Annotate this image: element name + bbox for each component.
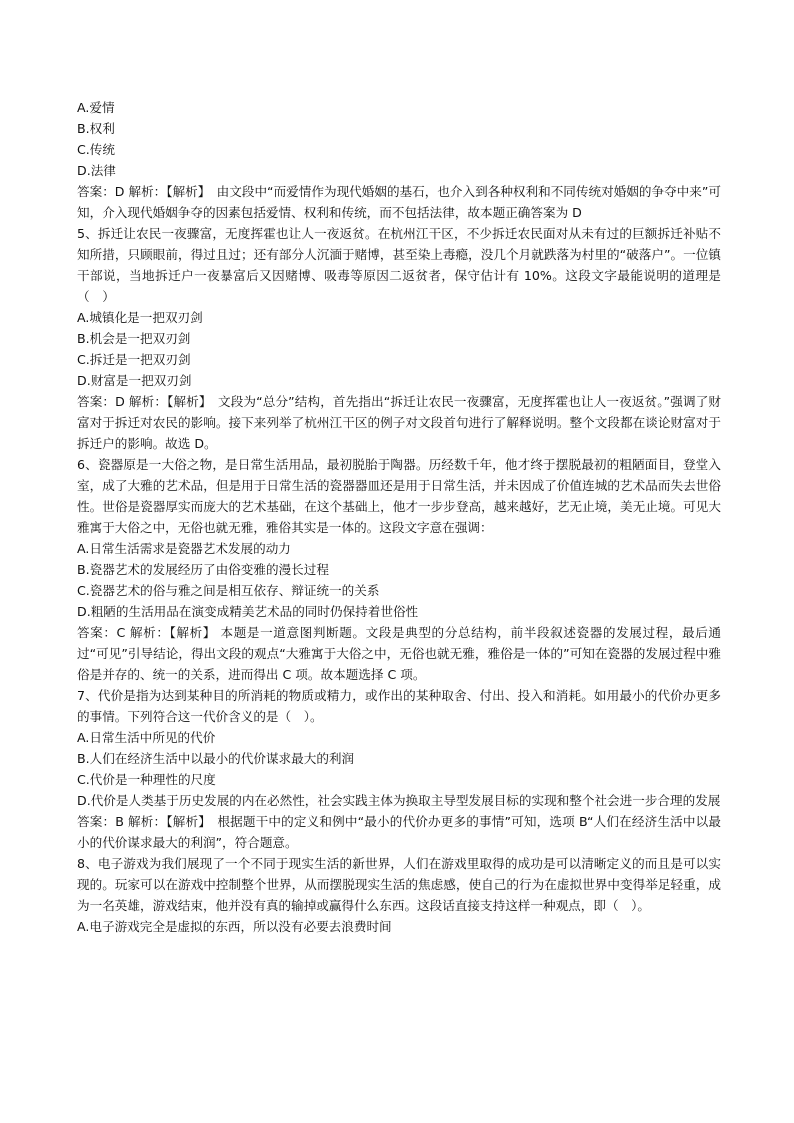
question-6-block xyxy=(77,454,721,685)
answer-explanation: 答案：D 解析：【解析】 由文段中“而爱情作为现代婚姻的基石，也介入到各种权利和不同传统对婚姻的争夺中来”可知，介入现代婚姻争夺的因素包括爱情、权利和传统，而不包括法律，故本题正确答案为 D xyxy=(77,184,721,220)
option-b: B.瓷器艺术的发展经历了由俗变雅的漫长过程 xyxy=(77,562,329,577)
question-stem: 7、代价是指为达到某种目的所消耗的物质或精力，或作出的某种取舍、付出、投入和消耗。如用最小的代价办更多的事情。下列符合这一代价含义的是（ ）。 xyxy=(77,688,721,724)
option-a: A.日常生活中所见的代价 xyxy=(77,730,216,745)
answer-explanation: 答案：B 解析：【解析】 根据题干中的定义和例中“最小的代价办更多的事情”可知，选项 B“人们在经济生活中以最小的代价谋求最大的利润”，符合题意。 xyxy=(77,814,721,850)
question-5-block xyxy=(77,223,721,454)
option-b: B.权利 xyxy=(77,121,115,136)
option-d: D.代价是人类基于历史发展的内在必然性，社会实践主体为换取主导型发展目标的实现和整个社会进一步合理的发展 xyxy=(77,793,721,808)
answer-explanation: 答案：D 解析：【解析】 文段为“总分”结构，首先指出“拆迁让农民一夜骤富，无度挥霍也让人一夜返贫。”强调了财富对于拆迁对农民的影响。接下来列举了杭州江干区的例子对文段首句进行了解释说明。整个文段都在谈论财富对于拆迁户的影响。故选 D。 xyxy=(77,394,721,451)
option-c: C.传统 xyxy=(77,142,115,157)
question-stem: 8、电子游戏为我们展现了一个不同于现实生活的新世界，人们在游戏里取得的成功是可以清晰定义的而且是可以实现的。玩家可以在游戏中控制整个世界，从而摆脱现实生活的焦虑感，使自己的行为在虚拟世界中变得举足轻重，成为一名英雄，游戏结束，他并没有真的输掉或赢得什么东西。这段话直接支持这样一种观点，即（ ）。 xyxy=(77,856,721,913)
option-d: D.法律 xyxy=(77,163,116,178)
question-7-block xyxy=(77,685,721,853)
option-c: C.代价是一种理性的尺度 xyxy=(77,772,216,787)
option-a: A.爱情 xyxy=(77,100,115,115)
option-d: D.粗陋的生活用品在演变成精美艺术品的同时仍保持着世俗性 xyxy=(77,604,419,619)
document-page xyxy=(77,97,721,937)
option-b: B.人们在经济生活中以最小的代价谋求最大的利润 xyxy=(77,751,355,766)
question-stem: 5、拆迁让农民一夜骤富，无度挥霍也让人一夜返贫。在杭州江干区，不少拆迁农民面对从未有过的巨额拆迁补贴不知所措，只顾眼前，得过且过；还有部分人沉湎于赌博，甚至染上毒瘾，没几个月就跌落为村里的“破落户”。一位镇干部说，当地拆迁户一夜暴富后又因赌博、吸毒等原因二返贫者，保守估计有 10%。这段文字最能说明的道理是（ ） xyxy=(77,226,721,304)
question-4-block xyxy=(77,97,721,223)
question-8-block xyxy=(77,853,721,937)
option-a: A.城镇化是一把双刃剑 xyxy=(77,310,203,325)
option-b: B.机会是一把双刃剑 xyxy=(77,331,191,346)
option-d: D.财富是一把双刃剑 xyxy=(77,373,192,388)
answer-explanation: 答案：C 解析：【解析】 本题是一道意图判断题。文段是典型的分总结构，前半段叙述瓷器的发展过程，最后通过“可见”引导结论，得出文段的观点“大雅寓于大俗之中，无俗也就无雅，雅俗是一体的”可知在瓷器的发展过程中雅俗是并存的、统一的关系，进而得出 C 项。故本题选择 C 项。 xyxy=(77,625,721,682)
option-a: A.日常生活需求是瓷器艺术发展的动力 xyxy=(77,541,291,556)
option-c: C.瓷器艺术的俗与雅之间是相互依存、辩证统一的关系 xyxy=(77,583,380,598)
option-c: C.拆迁是一把双刃剑 xyxy=(77,352,191,367)
question-stem: 6、瓷器原是一大俗之物，是日常生活用品，最初脱胎于陶器。历经数千年，他才终于摆脱最初的粗陋面目，登堂入室，成了大雅的艺术品，但是用于日常生活的瓷器器皿还是用于日常生活，并未因成了价值连城的艺术品而失去世俗性。世俗是瓷器厚实而庞大的艺术基础，在这个基础上，他才一步步登高，越来越好，艺无止境，美无止境。可见大雅寓于大俗之中，无俗也就无雅，雅俗其实是一体的。这段文字意在强调： xyxy=(77,457,721,535)
option-a: A.电子游戏完全是虚拟的东西，所以没有必要去浪费时间 xyxy=(77,919,392,934)
